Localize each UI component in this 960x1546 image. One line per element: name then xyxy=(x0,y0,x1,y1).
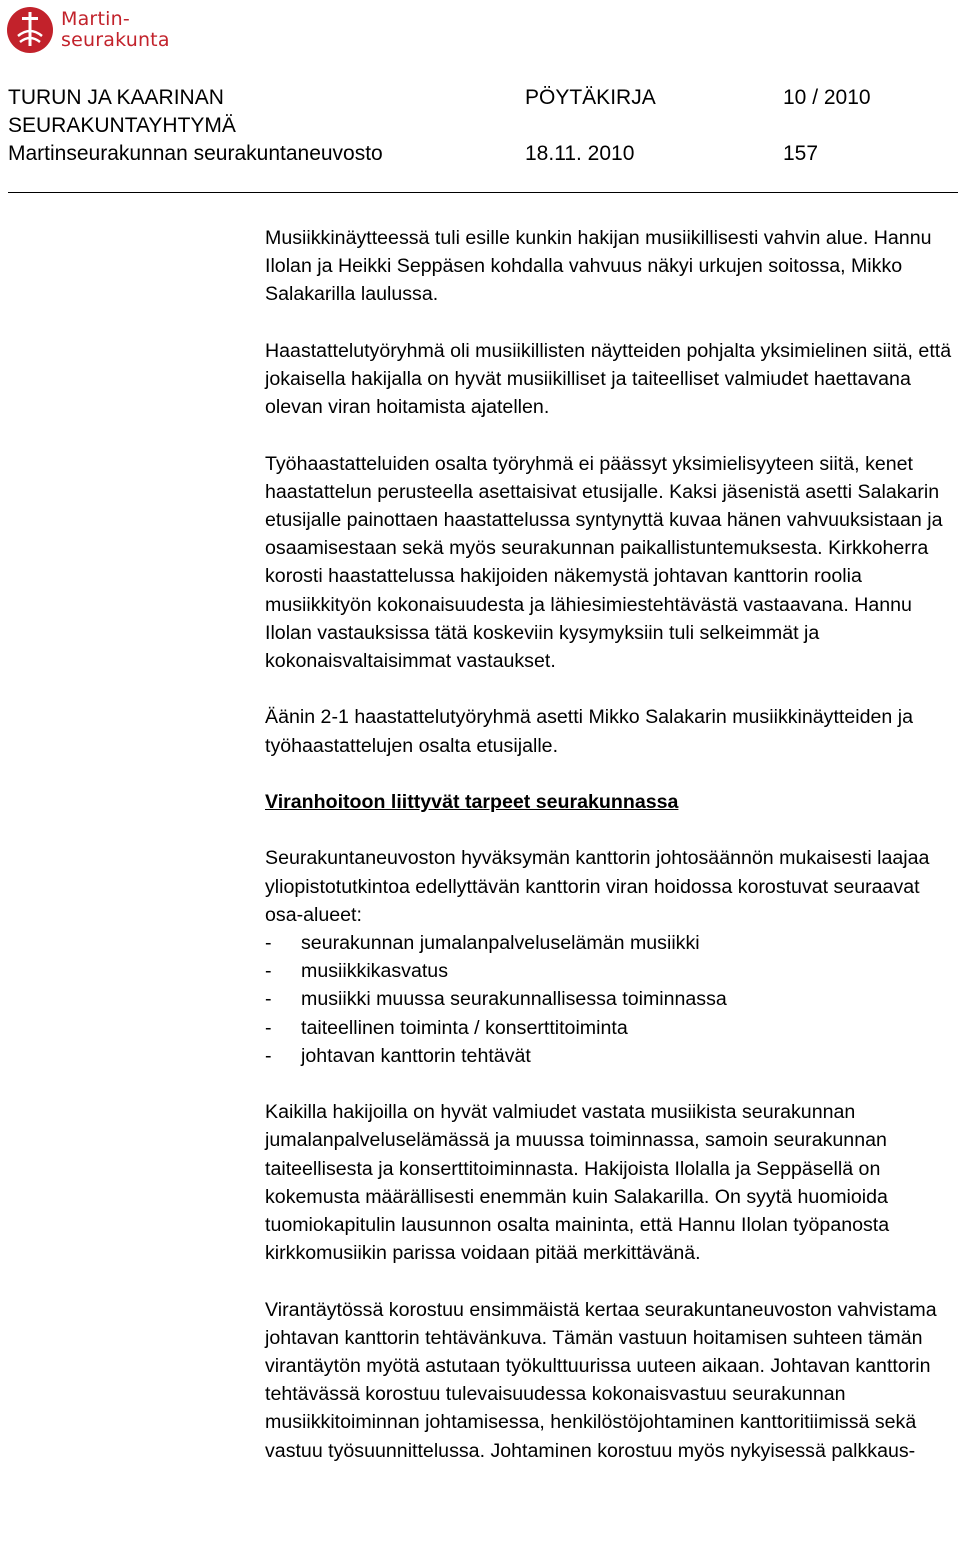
header-page-number: 157 xyxy=(783,142,819,165)
section-heading: Viranhoitoon liittyvät tarpeet seurakunnassa xyxy=(265,791,679,813)
paragraph-1: Musiikkinäytteessä tuli esille kunkin hakijan musiikillisesti vahvin alue. Hannu Ilolan ja Heikki Seppäsen kohdalla vahvuus näkyi urkujen soitossa, Mikko Salakarilla laulussa. xyxy=(265,227,932,306)
paragraph-7: Virantäytössä korostuu ensimmäistä kertaa seurakuntaneuvoston vahvistama johtavan kanttorin tehtävänkuva. Tämän vastuun hoitamisen suhteen tämän virantäytön myötä astutaan työkulttuurissa uuteen aikaan. Johtavan kanttorin tehtävässä korostuu tulevaisuudessa kokonaisvastuu seurakunnan musiikkitoiminnan johtamisessa, henkilöstöjohtaminen kanttoritiimissä sekä vastuu työsuunnittelussa. Johtaminen korostuu myös nykyisessä palkkaus- xyxy=(265,1298,937,1462)
paragraph-3: Työhaastatteluiden osalta työryhmä ei päässyt yksimielisyyteen siitä, kenet haastattelun perusteella asettaisivat etusijalle. Kaksi jäsenistä asetti Salakarin etusijalle painottaen haastattelussa syntynyttä kuvaa hänen vahvuuksistaan ja osaamisestaan sekä myös seurakunnan paikallistuntemuksesta. Kirkkoherra korosti haastattelussa hakijoiden näkemystä johtavan kanttorin roolia musiikkityön kokonaisuudesta ja lähiesimiestehtävästä vastaavana. Hannu Ilolan vastauksissa tätä koskeviin kysymyksiin tuli selkeimmät ja kokonaisvaltaisimmat vastaukset. xyxy=(265,452,943,673)
header-org-line-2: SEURAKUNTAYHTYMÄ xyxy=(8,114,236,137)
paragraph-2: Haastattelutyöryhmä oli musiikillisten näytteiden pohjalta yksimielinen siitä, että jokaisella hakijalla on hyvät musiikilliset ja taiteelliset valmiudet haettavana olevan viran hoitamista ajatellen. xyxy=(265,339,952,419)
list-marker: - xyxy=(265,932,272,954)
header-doc-type: PÖYTÄKIRJA xyxy=(525,86,656,109)
header-divider xyxy=(8,192,958,193)
logo-line-2: seurakunta xyxy=(61,29,170,51)
list-item xyxy=(265,1042,959,1070)
list-item xyxy=(265,985,959,1013)
paragraph-4: Äänin 2-1 haastattelutyöryhmä asetti Mikko Salakarin musiikkinäytteiden ja työhaastattelujen osalta etusijalle. xyxy=(265,706,914,757)
header-date: 18.11. 2010 xyxy=(525,142,635,165)
document-body xyxy=(265,224,959,1493)
list-item-text: seurakunnan jumalanpalveluselämän musiikki xyxy=(301,932,700,954)
church-logo xyxy=(6,4,170,56)
list-marker: - xyxy=(265,960,272,983)
duties-list xyxy=(265,929,959,1070)
list-item xyxy=(265,957,959,985)
list-item xyxy=(265,1014,959,1042)
header-body-name: Martinseurakunnan seurakuntaneuvosto xyxy=(8,142,383,165)
list-item-text: musiikkikasvatus xyxy=(301,960,448,983)
list-marker: - xyxy=(265,988,272,1011)
logo-line-1: Martin- xyxy=(61,8,130,30)
list-item-text: johtavan kanttorin tehtävät xyxy=(301,1044,531,1067)
header-doc-number: 10 / 2010 xyxy=(783,86,871,109)
paragraph-5: Seurakuntaneuvoston hyväksymän kanttorin johtosäännön mukaisesti laajaa yliopistotutkintoa edellyttävän kanttorin viran hoidossa korostuvat seuraavat osa-alueet: xyxy=(265,847,930,926)
list-marker: - xyxy=(265,1044,272,1067)
list-item-text: taiteellinen toiminta / konserttitoiminta xyxy=(301,1016,628,1039)
church-emblem-icon xyxy=(6,6,54,54)
list-marker: - xyxy=(265,1016,272,1039)
list-item xyxy=(265,929,959,957)
header-org-line-1: TURUN JA KAARINAN xyxy=(8,86,224,109)
logo-wordmark xyxy=(61,9,170,51)
list-spacer xyxy=(265,1070,959,1098)
list-item-text: musiikki muussa seurakunnallisessa toiminnassa xyxy=(301,988,727,1011)
paragraph-6: Kaikilla hakijoilla on hyvät valmiudet vastata musiikista seurakunnan jumalanpalveluselämässä ja muussa toiminnassa, samoin seurakunnan taiteellisesta ja konserttitoiminnasta. Hakijoista Ilolalla ja Seppäsellä on kokemusta määrällisesti enemmän kuin Salakarilla. On syytä huomioida tuomiokapitulin lausunnon osalta maininta, että Hannu Ilolan työpanosta kirkkomusiikin parissa voidaan pitää merkittävänä. xyxy=(265,1101,890,1265)
